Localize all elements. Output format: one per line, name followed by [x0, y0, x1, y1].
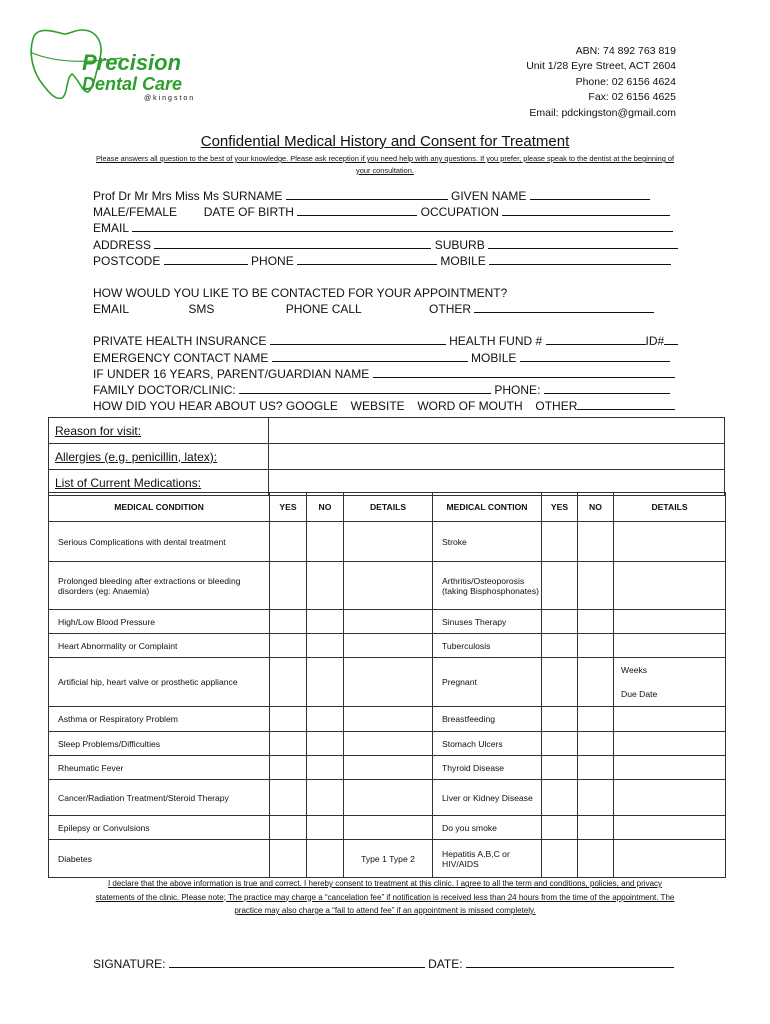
no-cell[interactable] — [307, 732, 344, 756]
patient-details-form — [93, 188, 678, 414]
no-cell[interactable] — [307, 780, 344, 816]
condition-label: Pregnant — [433, 658, 542, 707]
yes-cell[interactable] — [270, 780, 307, 816]
condition-label: Cancer/Radiation Treatment/Steroid Therapy — [49, 780, 270, 816]
yes-cell[interactable] — [270, 840, 307, 878]
details-cell[interactable] — [614, 562, 726, 610]
doctor-phone-label: PHONE: — [494, 382, 541, 397]
health-fund-field[interactable] — [546, 333, 646, 345]
form-line-emergency — [93, 350, 678, 366]
details-cell[interactable] — [344, 562, 433, 610]
table-row — [49, 780, 726, 816]
col-header: DETAILS — [614, 493, 726, 522]
no-cell[interactable] — [578, 634, 614, 658]
col-header: YES — [542, 493, 578, 522]
referral-word-of-mouth-option[interactable]: WORD OF MOUTH — [417, 399, 523, 414]
details-cell[interactable] — [614, 610, 726, 634]
form-line-doctor — [93, 382, 678, 398]
condition-label: Artificial hip, heart valve or prosthetic appliance — [49, 658, 270, 707]
no-cell[interactable] — [307, 562, 344, 610]
col-header: NO — [307, 493, 344, 522]
referral-other-option[interactable]: OTHER — [535, 399, 578, 414]
col-header: MEDICAL CONDITION — [49, 493, 270, 522]
emergency-contact-label: EMERGENCY CONTACT NAME — [93, 350, 269, 365]
condition-label: Serious Complications with dental treatment — [49, 522, 270, 562]
pregnancy-details-cell[interactable] — [614, 658, 726, 707]
no-cell[interactable] — [578, 816, 614, 840]
form-line-sex-dob — [93, 204, 678, 220]
allergies-label: Allergies (e.g. penicillin, latex): — [49, 444, 269, 470]
contact-sms-option[interactable]: SMS — [188, 302, 215, 317]
details-cell[interactable] — [344, 816, 433, 840]
no-cell[interactable] — [307, 522, 344, 562]
yes-cell[interactable] — [270, 707, 307, 732]
reason-field[interactable] — [269, 418, 725, 444]
logo-name-line2: Dental Care — [82, 74, 183, 94]
referral-website-option[interactable]: WEBSITE — [350, 399, 405, 414]
contact-other-option[interactable]: OTHER — [429, 302, 472, 317]
weeks-label: Weeks — [621, 665, 648, 675]
email: Email: pdckingston@gmail.com — [529, 106, 676, 119]
yes-cell[interactable] — [542, 707, 578, 732]
table-row — [49, 707, 726, 732]
allergies-field[interactable] — [269, 444, 725, 470]
no-cell[interactable] — [307, 634, 344, 658]
doctor-label: FAMILY DOCTOR/CLINIC: — [93, 382, 236, 397]
signature-field[interactable] — [169, 956, 425, 968]
condition-label: Breastfeeding — [433, 707, 542, 732]
postcode-label: POSTCODE — [93, 253, 161, 268]
suburb-field[interactable] — [488, 237, 678, 249]
condition-label: Diabetes — [49, 840, 270, 878]
table-row — [49, 444, 725, 470]
details-cell[interactable] — [344, 732, 433, 756]
email-field[interactable] — [132, 220, 673, 232]
guardian-label: IF UNDER 16 YEARS, PARENT/GUARDIAN NAME — [93, 366, 370, 381]
condition-label: Do you smoke — [433, 816, 542, 840]
yes-cell[interactable] — [542, 522, 578, 562]
table-row — [49, 634, 726, 658]
condition-label: Heart Abnormality or Complaint — [49, 634, 270, 658]
page-title: Confidential Medical History and Consent for Treatment — [200, 133, 570, 150]
details-cell[interactable] — [614, 816, 726, 840]
doctor-field[interactable] — [239, 382, 491, 394]
col-header: NO — [578, 493, 614, 522]
no-cell[interactable] — [578, 610, 614, 634]
dob-field[interactable] — [297, 204, 417, 216]
no-cell[interactable] — [307, 816, 344, 840]
table-row — [49, 756, 726, 780]
form-line-email — [93, 220, 678, 236]
form-line-contact-method — [93, 301, 678, 317]
yes-cell[interactable] — [542, 658, 578, 707]
yes-cell[interactable] — [270, 634, 307, 658]
yes-cell[interactable] — [270, 522, 307, 562]
table-row — [49, 816, 726, 840]
yes-cell[interactable] — [542, 816, 578, 840]
medications-label: List of Current Medications: — [49, 470, 269, 496]
condition-label: Stroke — [433, 522, 542, 562]
no-cell[interactable] — [578, 562, 614, 610]
contact-other-field[interactable] — [474, 301, 654, 313]
address-field[interactable] — [154, 237, 431, 249]
signature-line — [93, 956, 674, 971]
details-cell[interactable] — [614, 732, 726, 756]
details-cell[interactable] — [614, 756, 726, 780]
details-cell[interactable] — [344, 756, 433, 780]
phone-field[interactable] — [297, 253, 437, 265]
referral-google-label: HOW DID YOU HEAR ABOUT US? GOOGLE — [93, 399, 338, 414]
emergency-mobile-field[interactable] — [520, 350, 670, 362]
sex-label: MALE/FEMALE — [93, 205, 178, 220]
doctor-phone-field[interactable] — [544, 382, 670, 394]
contact-question: HOW WOULD YOU LIKE TO BE CONTACTED FOR YOUR APPOINTMENT? — [93, 285, 508, 300]
clinic-logo — [22, 22, 222, 104]
fax: Fax: 02 6156 4625 — [588, 91, 676, 104]
col-header: MEDICAL CONTION — [433, 493, 542, 522]
details-cell[interactable] — [614, 522, 726, 562]
date-label: DATE: — [428, 957, 463, 971]
table-row — [49, 658, 726, 707]
no-cell[interactable] — [307, 756, 344, 780]
form-line-insurance — [93, 333, 678, 349]
clinic-contact — [526, 44, 676, 121]
tooth-logo-icon — [22, 22, 222, 104]
diabetes-type-cell[interactable]: Type 1 Type 2 — [344, 840, 433, 878]
given-name-field[interactable] — [530, 188, 650, 200]
mobile-label: MOBILE — [440, 253, 486, 268]
form-line-name — [93, 188, 678, 204]
insurance-label: PRIVATE HEALTH INSURANCE — [93, 334, 267, 349]
table-row — [49, 522, 726, 562]
form-line-referral — [93, 398, 678, 414]
yes-cell[interactable] — [542, 756, 578, 780]
referral-other-field[interactable] — [577, 398, 675, 410]
no-cell[interactable] — [307, 707, 344, 732]
condition-label: Stomach Ulcers — [433, 732, 542, 756]
id-label: ID# — [645, 334, 665, 349]
signature-label: SIGNATURE: — [93, 957, 166, 971]
no-cell[interactable] — [578, 707, 614, 732]
details-cell[interactable] — [614, 780, 726, 816]
consent-statement: I declare that the above information is true and correct. I hereby consent to treatment at this clinic. I agree to all the term and conditions, policies, and privacy statements of the clinic. Please note; The practice may charge a “cancelation fee” if notification is received less than 24 hours from the time of the appointment. The practice may also charge a “fail to attend fee” if an appointment is missed completely. — [95, 879, 675, 915]
condition-label: Prolonged bleeding after extractions or bleeding disorders (eg: Anaemia) — [49, 562, 270, 610]
given-name-label: GIVEN NAME — [451, 189, 527, 203]
no-cell[interactable] — [578, 658, 614, 707]
due-date-label: Due Date — [621, 689, 658, 699]
emergency-contact-field[interactable] — [272, 350, 468, 362]
no-cell[interactable] — [578, 780, 614, 816]
table-header-row — [49, 493, 726, 522]
date-field[interactable] — [466, 956, 674, 968]
yes-cell[interactable] — [270, 610, 307, 634]
contact-email-option[interactable]: EMAIL — [93, 302, 130, 317]
no-cell[interactable] — [578, 840, 614, 878]
no-cell[interactable] — [307, 840, 344, 878]
table-row — [49, 610, 726, 634]
no-cell[interactable] — [578, 732, 614, 756]
yes-cell[interactable] — [542, 634, 578, 658]
condition-label: Hepatitis A,B,C or HIV/AIDS — [433, 840, 542, 878]
dob-label: DATE OF BIRTH — [203, 205, 294, 220]
surname-field[interactable] — [286, 188, 448, 200]
condition-label: Epilepsy or Convulsions — [49, 816, 270, 840]
yes-cell[interactable] — [270, 562, 307, 610]
condition-label: Rheumatic Fever — [49, 756, 270, 780]
yes-cell[interactable] — [542, 780, 578, 816]
details-cell[interactable] — [344, 707, 433, 732]
no-cell[interactable] — [578, 522, 614, 562]
phone-label: PHONE — [251, 253, 294, 268]
details-cell[interactable] — [614, 707, 726, 732]
details-cell[interactable] — [614, 634, 726, 658]
emergency-mobile-label: MOBILE — [471, 350, 517, 365]
yes-cell[interactable] — [542, 840, 578, 878]
condition-label: Liver or Kidney Disease — [433, 780, 542, 816]
yes-cell[interactable] — [270, 816, 307, 840]
address-label: ADDRESS — [93, 237, 152, 252]
yes-cell[interactable] — [542, 610, 578, 634]
details-cell[interactable] — [344, 610, 433, 634]
title-surname-label: Prof Dr Mr Mrs Miss Ms SURNAME — [93, 189, 283, 203]
logo-location: @kingston — [144, 95, 196, 102]
condition-label: Arthritis/Osteoporosis (taking Bisphosphonates) — [433, 562, 542, 610]
details-cell[interactable] — [344, 634, 433, 658]
occupation-field[interactable] — [502, 204, 670, 216]
occupation-label: OCCUPATION — [420, 205, 499, 220]
form-line-postcode — [93, 253, 678, 269]
table-row — [49, 418, 725, 444]
condition-label: Sleep Problems/Difficulties — [49, 732, 270, 756]
condition-label: Asthma or Respiratory Problem — [49, 707, 270, 732]
postcode-field[interactable] — [164, 253, 248, 265]
no-cell[interactable] — [578, 756, 614, 780]
yes-cell[interactable] — [542, 562, 578, 610]
suburb-label: SUBURB — [434, 237, 485, 252]
table-row — [49, 732, 726, 756]
insurance-field[interactable] — [270, 333, 446, 345]
phone: Phone: 02 6156 4624 — [575, 75, 676, 88]
col-header: DETAILS — [344, 493, 433, 522]
yes-cell[interactable] — [270, 732, 307, 756]
form-line-address — [93, 237, 678, 253]
address: Unit 1/28 Eyre Street, ACT 2604 — [526, 60, 676, 73]
yes-cell[interactable] — [270, 658, 307, 707]
instructions-note: Please answers all question to the best of your knowledge. Please ask reception if you need help with any questions. If you prefer, please speak to the dentist at the beginning of your consultation. — [95, 154, 675, 175]
no-cell[interactable] — [307, 610, 344, 634]
reason-label: Reason for visit: — [49, 418, 269, 444]
guardian-field[interactable] — [373, 366, 675, 378]
condition-label: High/Low Blood Pressure — [49, 610, 270, 634]
table-row — [49, 562, 726, 610]
form-line-guardian — [93, 366, 678, 382]
contact-phone-option[interactable]: PHONE CALL — [285, 302, 362, 317]
visit-info-table — [48, 417, 725, 496]
logo-name: Precision — [82, 50, 182, 75]
abn: ABN: 74 892 763 819 — [575, 45, 676, 57]
col-header: YES — [270, 493, 307, 522]
condition-label: Thyroid Disease — [433, 756, 542, 780]
yes-cell[interactable] — [270, 756, 307, 780]
mobile-field[interactable] — [489, 253, 671, 265]
no-cell[interactable] — [307, 658, 344, 707]
details-cell[interactable] — [614, 840, 726, 878]
condition-label: Sinuses Therapy — [433, 610, 542, 634]
id-field[interactable] — [664, 333, 678, 345]
details-cell[interactable] — [344, 658, 433, 707]
email-label: EMAIL — [93, 221, 129, 236]
details-cell[interactable] — [344, 780, 433, 816]
medical-conditions-table — [48, 492, 726, 878]
table-row — [49, 840, 726, 878]
yes-cell[interactable] — [542, 732, 578, 756]
details-cell[interactable] — [344, 522, 433, 562]
condition-label: Tuberculosis — [433, 634, 542, 658]
health-fund-label: HEALTH FUND # — [449, 334, 543, 349]
